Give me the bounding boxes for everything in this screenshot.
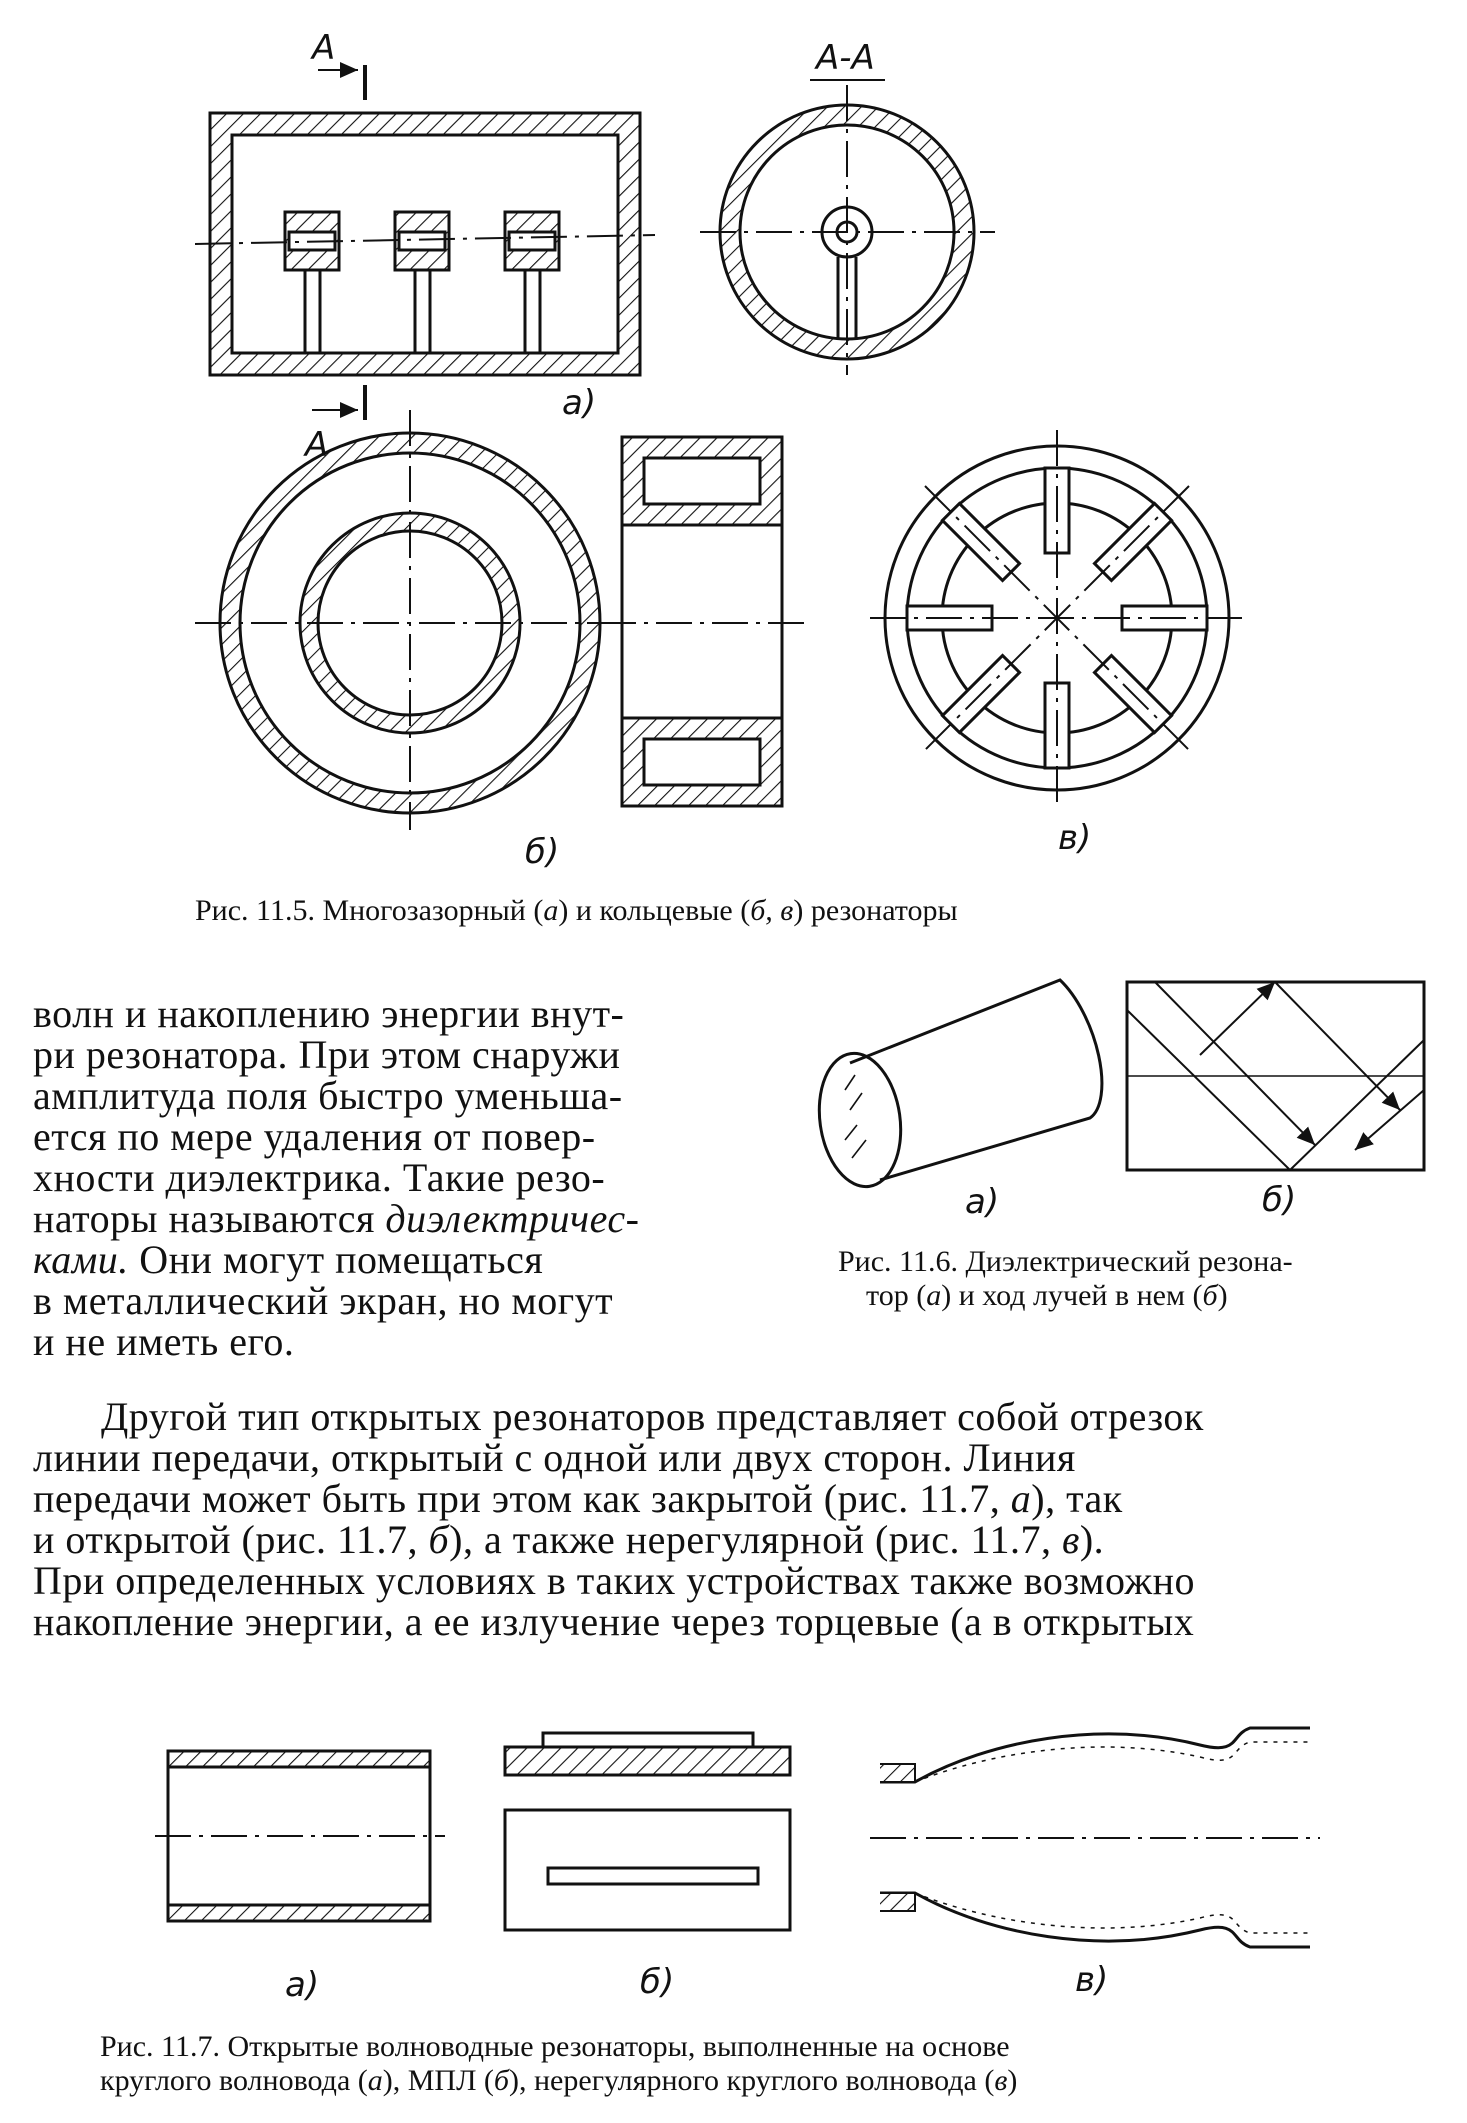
section-label-a-bottom: A [305, 425, 329, 465]
fig6-caption-l2-t1: тор ( [866, 1279, 927, 1312]
fig6a-dielectric-cylinder [811, 980, 1102, 1192]
body-text-paragraph-2 [33, 1396, 1453, 1642]
section-label-a-top: A [312, 28, 336, 68]
section-label-aa: A-A [816, 38, 875, 78]
text-line: волн и накоплению энергии внут- [33, 991, 625, 1036]
text-italic: б [428, 1517, 450, 1562]
text-span: наторы называются [33, 1196, 386, 1241]
fig5-caption [195, 894, 958, 928]
text-line: и не иметь его. [33, 1319, 295, 1364]
fig5-caption-prefix: Рис. 11.5. [195, 894, 315, 927]
text-span: ), а также нерегулярной (рис. 11.7, [449, 1517, 1062, 1562]
fig7v-irregular-waveguide [870, 1728, 1320, 1947]
fig6-caption-l2-i1: а [926, 1279, 942, 1312]
fig5v-slotted-ring [870, 430, 1245, 805]
text-line: амплитуда поля быстро уменьша- [33, 1073, 623, 1118]
fig7b-microstrip [505, 1733, 790, 1930]
fig5-label-a: а) [562, 383, 597, 423]
text-line [33, 1519, 1453, 1560]
text-span: и открытой (рис. 11.7, [33, 1517, 429, 1562]
fig7-caption-l2-t2: ), МПЛ ( [382, 2064, 494, 2097]
fig6-label-b: б) [1262, 1180, 1297, 1220]
drift-tube-1 [285, 212, 339, 353]
fig6-caption-l2-t3: ) [1217, 1279, 1228, 1312]
text-span: передачи может быть при этом как закрытой (рис. 11.7, [33, 1476, 1011, 1521]
body-text-column [33, 993, 793, 1362]
text-span: Они могут помещаться [128, 1237, 544, 1282]
fig5b-ring-front [195, 410, 625, 830]
fig7-label-b: б) [640, 1962, 675, 2002]
fig5a-section-aa [700, 80, 995, 375]
fig6-caption-l2-i2: б [1202, 1279, 1218, 1312]
text-span: ). [1079, 1517, 1105, 1562]
fig7-caption-l2-i2: б [493, 2064, 510, 2097]
text-line: хности диэлектрика. Такие резо- [33, 1155, 606, 1200]
fig7-caption-l2-t1: круглого волновода ( [100, 2064, 368, 2097]
fig6-caption [838, 1245, 1293, 1313]
text-line: Другой тип открытых резонаторов представляет собой отрезок [101, 1394, 1204, 1439]
fig5-caption-italic-2: б, в [750, 894, 794, 927]
fig6-caption-line-1: Рис. 11.6. Диэлектрический резона- [838, 1245, 1293, 1278]
text-line: ется по мере удаления от повер- [33, 1114, 596, 1159]
text-italic: а [1010, 1476, 1032, 1521]
drift-tube-2 [395, 212, 449, 353]
text-italic: ками. [33, 1237, 129, 1282]
fig7-caption [100, 2030, 1017, 2098]
fig6-caption-l2-t2: ) и ход лучей в нем ( [941, 1279, 1203, 1312]
fig5-caption-text-2: ) и кольцевые ( [558, 894, 751, 927]
fig6-label-a: а) [965, 1182, 1000, 1222]
fig7-caption-l2-t3: ), нерегулярного круглого волновода ( [509, 2064, 995, 2097]
text-line: линии передачи, открытый с одной или двух сторон. Линия [33, 1435, 1076, 1480]
fig5a-longitudinal-view [195, 65, 655, 420]
text-line [33, 1198, 793, 1239]
text-line [33, 1478, 1453, 1519]
drift-tube-3 [505, 212, 559, 353]
fig5-caption-italic-1: а [543, 894, 559, 927]
fig7-caption-l2-t4: ) [1007, 2064, 1018, 2097]
fig6-caption-line-2 [838, 1279, 1293, 1313]
fig7a-round-waveguide [155, 1751, 445, 1921]
text-line: При определенных условиях в таких устройствах также возможно [33, 1558, 1195, 1603]
fig5b-ring-side [600, 437, 805, 806]
text-line [33, 1239, 793, 1280]
fig7-caption-l2-i3: в [994, 2064, 1008, 2097]
text-line: накопление энергии, а ее излучение через торцевые (а в открытых [33, 1599, 1195, 1644]
fig6b-ray-path [1127, 982, 1424, 1170]
fig5-label-b: б) [525, 832, 560, 872]
fig5-label-v: в) [1058, 818, 1092, 858]
fig5-caption-text-1: Многозазорный ( [314, 894, 544, 927]
fig7-label-a: а) [285, 1965, 320, 2005]
text-span: ), так [1031, 1476, 1123, 1521]
fig5-caption-text-3: ) резонаторы [793, 894, 958, 927]
fig7-caption-line-1: Рис. 11.7. Открытые волноводные резонаторы, выполненные на основе [100, 2030, 1010, 2063]
text-italic: диэлектричес- [385, 1196, 640, 1241]
text-italic: в [1061, 1517, 1080, 1562]
fig7-label-v: в) [1075, 1960, 1109, 2000]
fig7-caption-line-2 [100, 2064, 1017, 2098]
text-line: ри резонатора. При этом снаружи [33, 1032, 621, 1077]
fig7-caption-l2-i1: а [367, 2064, 383, 2097]
text-line: в металлический экран, но могут [33, 1278, 614, 1323]
